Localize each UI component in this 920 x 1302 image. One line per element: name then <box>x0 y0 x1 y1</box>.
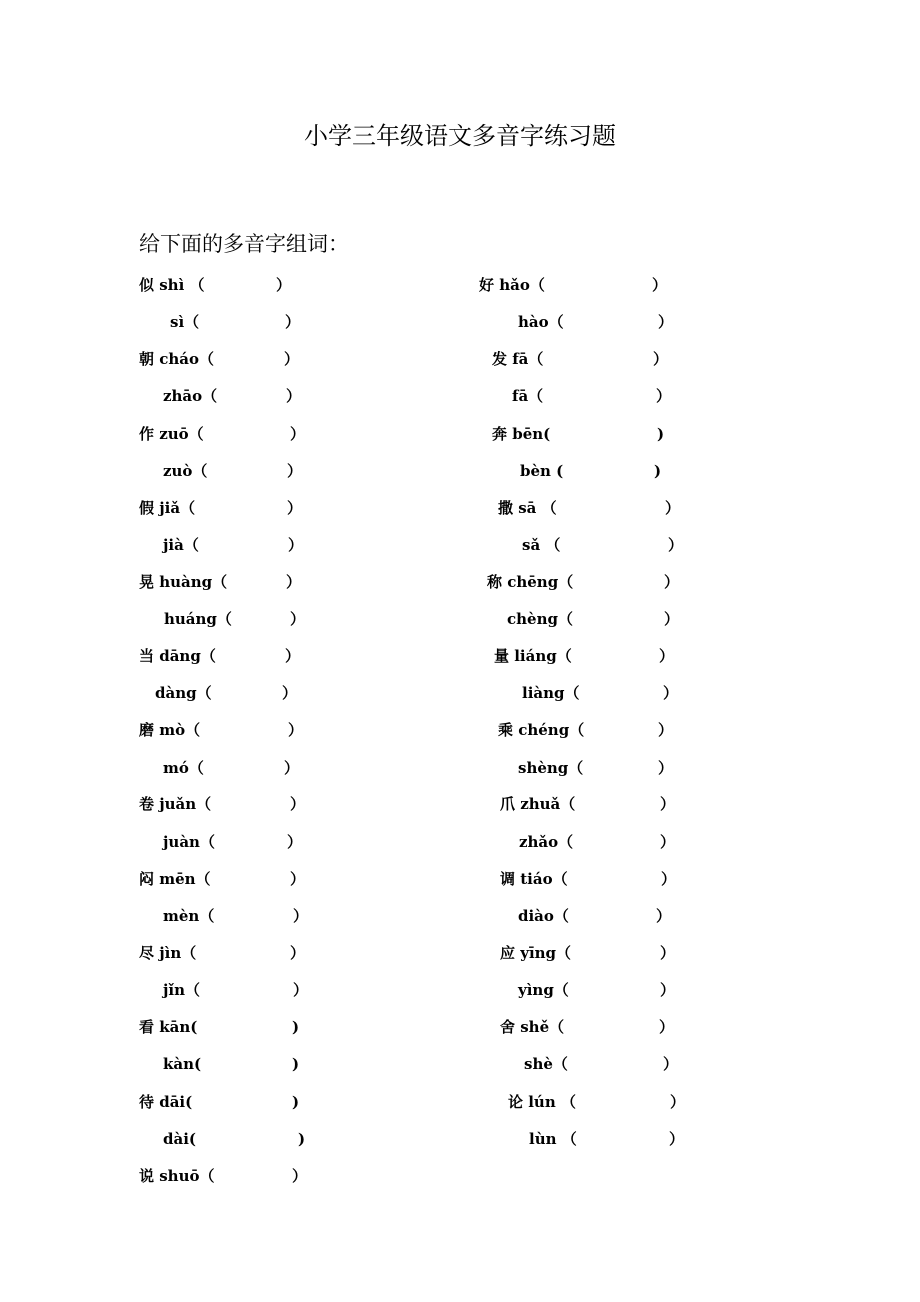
entry-prompt: 奔 bēn( <box>492 425 551 443</box>
entry-closing-paren: ） <box>284 350 300 368</box>
entry-prompt: chèng（ <box>507 610 573 628</box>
entry-closing-paren: ） <box>290 795 306 813</box>
entry-prompt: 尽 jìn（ <box>139 944 197 962</box>
entry-prompt: juàn（ <box>163 833 215 851</box>
entry-closing-paren: ） <box>287 462 303 480</box>
entry-closing-paren: ） <box>293 981 309 999</box>
entry-prompt: hào（ <box>518 313 564 331</box>
entry-closing-paren: ） <box>276 276 292 294</box>
entry-prompt: fā（ <box>512 387 544 405</box>
entry-prompt: liàng（ <box>522 684 580 702</box>
entry-prompt: dàng（ <box>155 684 212 702</box>
entry-closing-paren: ） <box>658 313 674 331</box>
entry-closing-paren: ） <box>290 425 306 443</box>
entry-closing-paren: ） <box>656 907 672 925</box>
entry-prompt: 朝 cháo（ <box>139 350 214 368</box>
entry-prompt: 量 liáng（ <box>494 647 572 665</box>
entry-prompt: 作 zuō（ <box>139 425 204 443</box>
entry-closing-paren: ） <box>663 684 679 702</box>
entry-closing-paren: ） <box>670 1093 686 1111</box>
entry-prompt: 乘 chéng（ <box>498 721 585 739</box>
entry-prompt: 称 chēng（ <box>487 573 574 591</box>
entry-closing-paren: ） <box>282 684 298 702</box>
entry-prompt: 论 lún （ <box>508 1093 576 1111</box>
entry-closing-paren: ) <box>292 1055 300 1073</box>
entry-closing-paren: ） <box>663 1055 679 1073</box>
entry-closing-paren: ） <box>659 1018 675 1036</box>
entry-closing-paren: ） <box>288 721 304 739</box>
entry-closing-paren: ） <box>660 981 676 999</box>
entry-closing-paren: ） <box>286 387 302 405</box>
entry-prompt: jǐn（ <box>163 981 201 999</box>
entry-prompt: kàn( <box>163 1055 202 1073</box>
entry-closing-paren: ) <box>292 1018 300 1036</box>
entry-closing-paren: ） <box>669 1130 685 1148</box>
entry-closing-paren: ） <box>668 536 684 554</box>
entry-prompt: 好 hǎo（ <box>479 276 545 294</box>
entry-closing-paren: ） <box>664 573 680 591</box>
entry-prompt: 晃 huàng（ <box>139 573 228 591</box>
instruction-heading: 给下面的多音字组词： <box>139 232 349 256</box>
page-title: 小学三年级语文多音字练习题 <box>304 122 616 150</box>
entry-closing-paren: ） <box>660 944 676 962</box>
entry-prompt: 说 shuō（ <box>139 1167 215 1185</box>
entry-prompt: 发 fā（ <box>492 350 544 368</box>
entry-prompt: 似 shì （ <box>139 276 205 294</box>
polyphone-entry <box>0 1165 308 1189</box>
entry-closing-paren: ） <box>287 499 303 517</box>
entry-closing-paren: ) <box>654 462 662 480</box>
entry-prompt: yìng（ <box>518 981 569 999</box>
entry-prompt: 撒 sā （ <box>498 499 557 517</box>
entry-closing-paren: ） <box>287 833 303 851</box>
entry-closing-paren: ) <box>657 425 665 443</box>
entry-prompt: zuò（ <box>163 462 208 480</box>
entry-closing-paren: ） <box>285 313 301 331</box>
entry-closing-paren: ） <box>286 573 302 591</box>
entry-prompt: 磨 mò（ <box>139 721 201 739</box>
entry-prompt: lùn （ <box>529 1130 577 1148</box>
entry-closing-paren: ） <box>664 610 680 628</box>
entry-prompt: dài( <box>163 1130 197 1148</box>
entry-prompt: diào（ <box>518 907 569 925</box>
entry-closing-paren: ） <box>292 1167 308 1185</box>
entry-prompt: 调 tiáo（ <box>500 870 568 888</box>
entry-prompt: sǎ （ <box>522 536 561 554</box>
entry-prompt: 闷 mēn（ <box>139 870 211 888</box>
entry-closing-paren: ） <box>661 870 677 888</box>
entry-closing-paren: ) <box>298 1130 306 1148</box>
entry-prompt: 卷 juǎn（ <box>139 795 212 813</box>
entry-prompt: 看 kān( <box>139 1018 198 1036</box>
entry-closing-paren: ） <box>658 721 674 739</box>
entry-closing-paren: ） <box>285 647 301 665</box>
entry-prompt: 爪 zhuǎ（ <box>500 795 576 813</box>
entry-prompt: shèng（ <box>518 759 584 777</box>
entry-prompt: 应 yīng（ <box>500 944 572 962</box>
entry-closing-paren: ） <box>660 833 676 851</box>
entry-prompt: jià（ <box>163 536 199 554</box>
entry-closing-paren: ） <box>656 387 672 405</box>
entry-prompt: mèn（ <box>163 907 215 925</box>
entry-prompt: zhǎo（ <box>519 833 574 851</box>
entry-prompt: sì（ <box>170 313 200 331</box>
entry-closing-paren: ） <box>653 350 669 368</box>
entry-closing-paren: ） <box>659 647 675 665</box>
entry-closing-paren: ) <box>292 1093 300 1111</box>
entry-closing-paren: ） <box>290 610 306 628</box>
entry-closing-paren: ） <box>652 276 668 294</box>
entry-prompt: 当 dāng（ <box>139 647 216 665</box>
entry-closing-paren: ） <box>658 759 674 777</box>
entry-prompt: 待 dāi( <box>139 1093 193 1111</box>
entry-closing-paren: ） <box>284 759 300 777</box>
entry-prompt: bèn ( <box>520 462 564 480</box>
entry-closing-paren: ） <box>293 907 309 925</box>
entry-prompt: mó（ <box>163 759 204 777</box>
entry-prompt: 舍 shě（ <box>500 1018 565 1036</box>
entry-prompt: zhāo（ <box>163 387 218 405</box>
entry-prompt: 假 jiǎ（ <box>139 499 196 517</box>
entry-closing-paren: ） <box>290 870 306 888</box>
entry-closing-paren: ） <box>665 499 681 517</box>
entry-closing-paren: ） <box>290 944 306 962</box>
entry-prompt: shè（ <box>524 1055 568 1073</box>
entry-prompt: huáng（ <box>164 610 232 628</box>
entry-closing-paren: ） <box>660 795 676 813</box>
entry-closing-paren: ） <box>288 536 304 554</box>
